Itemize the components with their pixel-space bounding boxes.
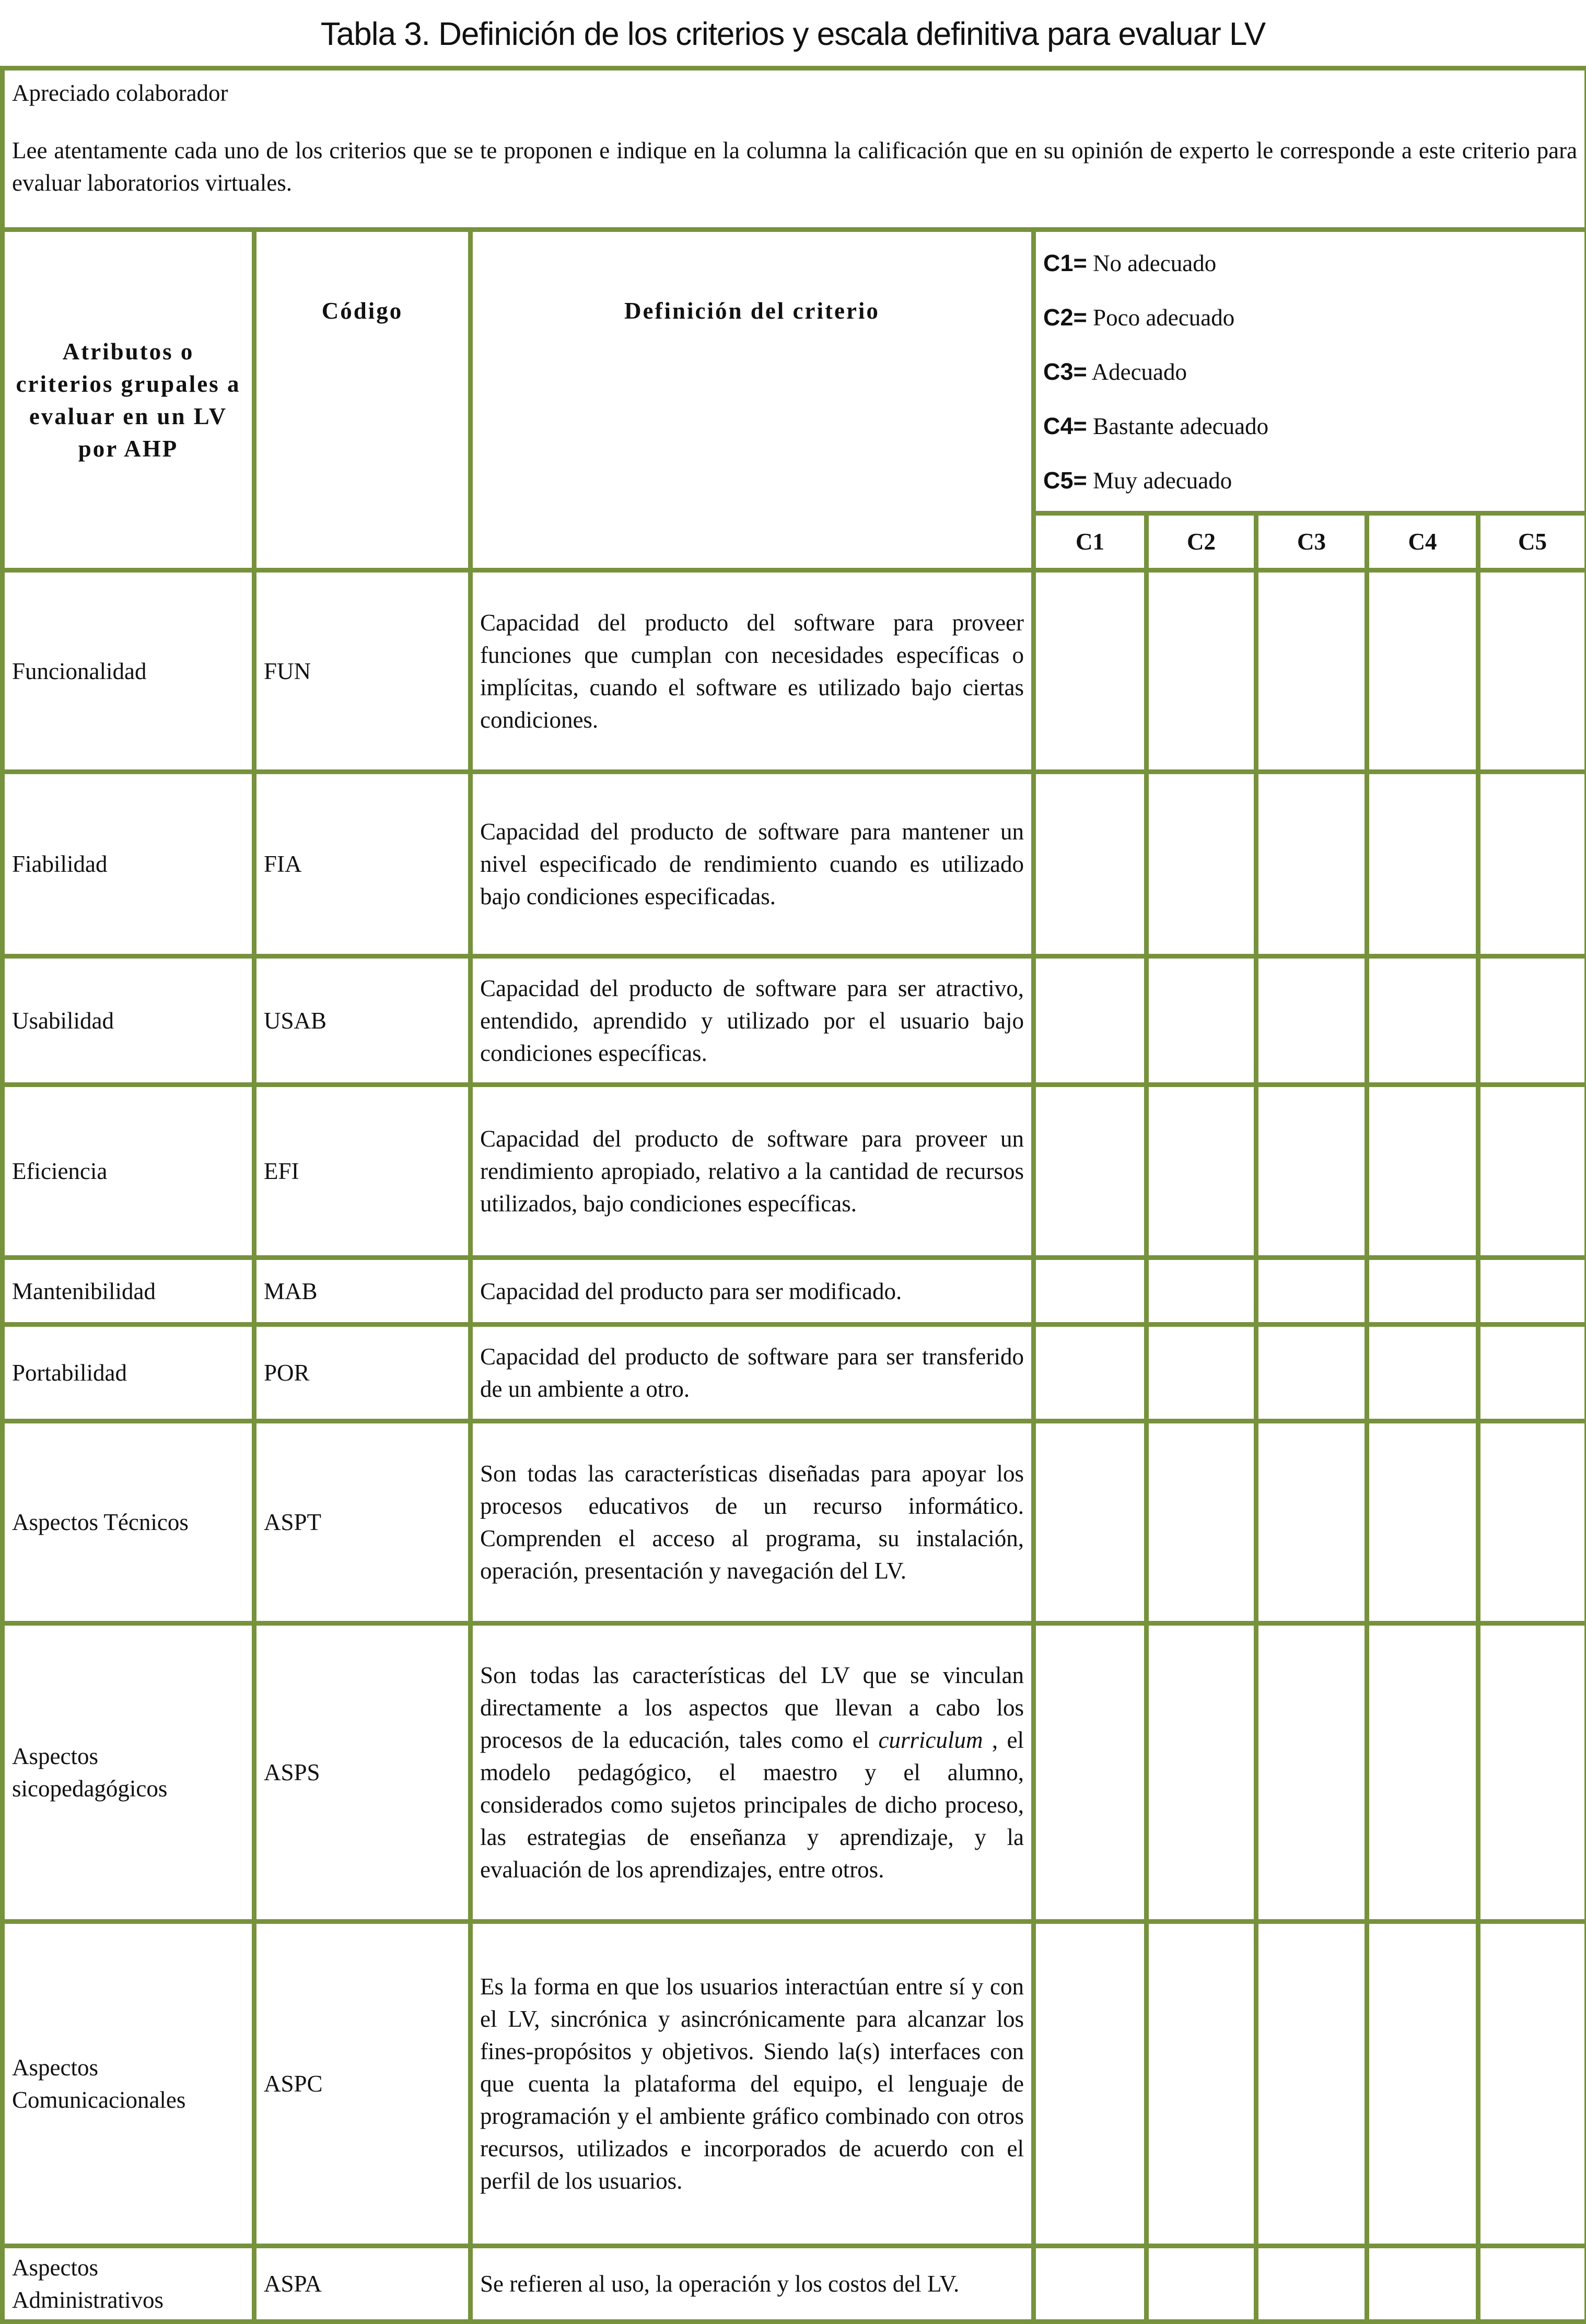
- rating-cell-c3[interactable]: [1256, 1421, 1367, 1624]
- rating-cell-c4[interactable]: [1367, 1624, 1478, 1922]
- table-row: [3, 1325, 1586, 1421]
- rating-cell-c4[interactable]: [1367, 1258, 1478, 1325]
- definition-cell: Capacidad del producto para ser modificado.: [471, 1258, 1034, 1325]
- definition-cell: Capacidad del producto de software para proveer un rendimiento apropiado, relativo a la cantidad de recursos utilizados, bajo condiciones específicas.: [471, 1085, 1034, 1258]
- rating-cell-c3[interactable]: [1256, 2246, 1367, 2322]
- rating-cell-c5[interactable]: [1478, 1085, 1586, 1258]
- rating-cell-c4[interactable]: [1367, 2246, 1478, 2322]
- table-row: [3, 2246, 1586, 2322]
- rating-cell-c2[interactable]: [1147, 1624, 1256, 1922]
- attribute-cell: Eficiencia: [3, 1085, 254, 1258]
- definition-cell: Capacidad del producto del software para proveer funciones que cumplan con necesidades específicas o implícitas, cuando el software es utilizado bajo ciertas condiciones.: [471, 570, 1034, 772]
- intro-cell: [3, 68, 1586, 230]
- rating-cell-c2[interactable]: [1147, 2246, 1256, 2322]
- definition-cell: Son todas las características del LV que se vinculan directamente a los aspectos que llevan a cabo los procesos de la educación, tales como el curriculum , el modelo pedagógico, el maestro y el alumno, considerados como sujetos principales de dicho proceso, las estrategias de enseñanza y aprendizaje, y la evaluación de los aprendizajes, entre otros.: [471, 1624, 1034, 1922]
- rating-cell-c1[interactable]: [1034, 772, 1147, 956]
- rating-cell-c4[interactable]: [1367, 570, 1478, 772]
- code-cell: MAB: [254, 1258, 471, 1325]
- rating-cell-c2[interactable]: [1147, 570, 1256, 772]
- definition-cell: Capacidad del producto de software para ser atractivo, entendido, aprendido y utilizado por el usuario bajo condiciones específicas.: [471, 956, 1034, 1085]
- header-code: Código: [254, 230, 471, 570]
- code-cell: ASPS: [254, 1624, 471, 1922]
- column-c2: C2: [1147, 513, 1256, 570]
- rating-cell-c5[interactable]: [1478, 1258, 1586, 1325]
- rating-cell-c5[interactable]: [1478, 570, 1586, 772]
- rating-cell-c3[interactable]: [1256, 1085, 1367, 1258]
- scale-legend: [1034, 230, 1586, 513]
- rating-cell-c4[interactable]: [1367, 772, 1478, 956]
- rating-cell-c2[interactable]: [1147, 1922, 1256, 2246]
- table-row: [3, 1085, 1586, 1258]
- attribute-cell: Aspectos Comunicacionales: [3, 1922, 254, 2246]
- instructions-text: Lee atentamente cada uno de los criterios que se te proponen e indique en la columna la calificación que en su opinión de experto le corresponde a este criterio para evaluar laboratorios virtuales.: [12, 134, 1577, 199]
- scale-item: C2= Poco adecuado: [1043, 290, 1577, 345]
- table-row: [3, 1922, 1586, 2246]
- attribute-cell: Aspectos Administrativos: [3, 2246, 254, 2322]
- header-definition: Definición del criterio: [471, 230, 1034, 570]
- column-c1: C1: [1034, 513, 1147, 570]
- code-cell: FUN: [254, 570, 471, 772]
- attribute-cell: Fiabilidad: [3, 772, 254, 956]
- definition-cell: Capacidad del producto de software para ser transferido de un ambiente a otro.: [471, 1325, 1034, 1421]
- scale-item: C3= Adecuado: [1043, 345, 1577, 399]
- intro-row: [3, 68, 1586, 230]
- column-c5: C5: [1478, 513, 1586, 570]
- rating-cell-c1[interactable]: [1034, 1258, 1147, 1325]
- rating-cell-c5[interactable]: [1478, 1922, 1586, 2246]
- table-title: Tabla 3. Definición de los criterios y escala definitiva para evaluar LV: [0, 16, 1586, 53]
- rating-cell-c1[interactable]: [1034, 1085, 1147, 1258]
- attribute-cell: Portabilidad: [3, 1325, 254, 1421]
- rating-cell-c2[interactable]: [1147, 1421, 1256, 1624]
- code-cell: ASPC: [254, 1922, 471, 2246]
- rating-cell-c3[interactable]: [1256, 772, 1367, 956]
- rating-cell-c4[interactable]: [1367, 1325, 1478, 1421]
- column-c4: C4: [1367, 513, 1478, 570]
- rating-cell-c2[interactable]: [1147, 1258, 1256, 1325]
- code-cell: ASPA: [254, 2246, 471, 2322]
- attribute-cell: Usabilidad: [3, 956, 254, 1085]
- rating-cell-c5[interactable]: [1478, 1421, 1586, 1624]
- table-row: [3, 956, 1586, 1085]
- code-cell: ASPT: [254, 1421, 471, 1624]
- rating-cell-c3[interactable]: [1256, 570, 1367, 772]
- rating-cell-c5[interactable]: [1478, 1624, 1586, 1922]
- attribute-cell: Mantenibilidad: [3, 1258, 254, 1325]
- rating-cell-c4[interactable]: [1367, 1085, 1478, 1258]
- header-attribute: Atributos o criterios grupales a evaluar en un LV por AHP: [3, 230, 254, 570]
- code-cell: EFI: [254, 1085, 471, 1258]
- rating-cell-c1[interactable]: [1034, 1922, 1147, 2246]
- column-c3: C3: [1256, 513, 1367, 570]
- rating-cell-c5[interactable]: [1478, 1325, 1586, 1421]
- scale-item: C4= Bastante adecuado: [1043, 399, 1577, 453]
- rating-cell-c5[interactable]: [1478, 956, 1586, 1085]
- table-row: [3, 1258, 1586, 1325]
- criteria-table: [0, 66, 1586, 2324]
- greeting-text: Apreciado colaborador: [12, 77, 1577, 109]
- rating-cell-c3[interactable]: [1256, 1258, 1367, 1325]
- attribute-cell: Aspectos sicopedagógicos: [3, 1624, 254, 1922]
- rating-cell-c1[interactable]: [1034, 1624, 1147, 1922]
- rating-cell-c1[interactable]: [1034, 1325, 1147, 1421]
- definition-cell: Capacidad del producto de software para mantener un nivel especificado de rendimiento cuando es utilizado bajo condiciones especificadas.: [471, 772, 1034, 956]
- rating-cell-c3[interactable]: [1256, 1624, 1367, 1922]
- scale-item: C5= Muy adecuado: [1043, 453, 1577, 508]
- rating-cell-c4[interactable]: [1367, 1421, 1478, 1624]
- definition-cell: Son todas las características diseñadas para apoyar los procesos educativos de un recurso informático. Comprenden el acceso al programa, su instalación, operación, presentación y navegación del LV.: [471, 1421, 1034, 1624]
- rating-cell-c3[interactable]: [1256, 956, 1367, 1085]
- table-row: [3, 772, 1586, 956]
- table-row: [3, 1624, 1586, 1922]
- code-cell: POR: [254, 1325, 471, 1421]
- definition-cell: Se refieren al uso, la operación y los costos del LV.: [471, 2246, 1034, 2322]
- rating-cell-c2[interactable]: [1147, 1085, 1256, 1258]
- rating-cell-c3[interactable]: [1256, 1922, 1367, 2246]
- code-cell: USAB: [254, 956, 471, 1085]
- rating-cell-c3[interactable]: [1256, 1325, 1367, 1421]
- rating-cell-c5[interactable]: [1478, 2246, 1586, 2322]
- rating-cell-c1[interactable]: [1034, 1421, 1147, 1624]
- rating-cell-c1[interactable]: [1034, 570, 1147, 772]
- rating-cell-c2[interactable]: [1147, 956, 1256, 1085]
- code-cell: FIA: [254, 772, 471, 956]
- rating-cell-c4[interactable]: [1367, 956, 1478, 1085]
- rating-cell-c2[interactable]: [1147, 1325, 1256, 1421]
- rating-cell-c2[interactable]: [1147, 772, 1256, 956]
- rating-cell-c4[interactable]: [1367, 1922, 1478, 2246]
- attribute-cell: Aspectos Técnicos: [3, 1421, 254, 1624]
- attribute-cell: Funcionalidad: [3, 570, 254, 772]
- rating-cell-c1[interactable]: [1034, 956, 1147, 1085]
- table-row: [3, 570, 1586, 772]
- header-row: [3, 230, 1586, 513]
- rating-cell-c1[interactable]: [1034, 2246, 1147, 2322]
- scale-item: C1= No adecuado: [1043, 236, 1577, 290]
- table-row: [3, 1421, 1586, 1624]
- definition-cell: Es la forma en que los usuarios interactúan entre sí y con el LV, sincrónica y asincrónicamente para alcanzar los fines-propósitos y objetivos. Siendo la(s) interfaces con que cuenta la plataforma del equipo, el lenguaje de programación y el ambiente gráfico combinado con otros recursos, utilizados e incorporados de acuerdo con el perfil de los usuarios.: [471, 1922, 1034, 2246]
- rating-cell-c5[interactable]: [1478, 772, 1586, 956]
